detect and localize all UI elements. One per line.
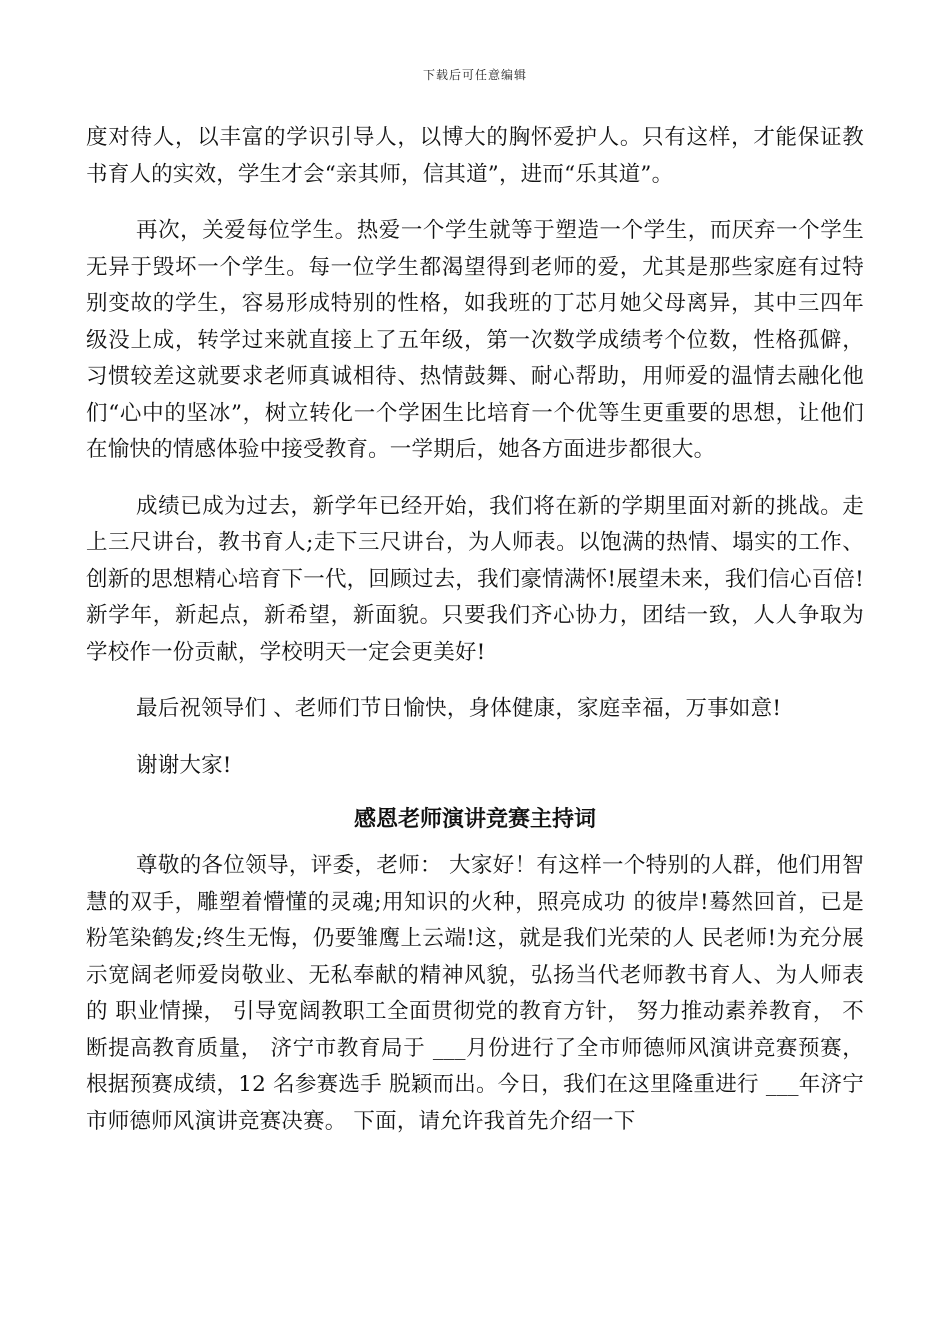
paragraph-new-year: 成绩已成为过去，新学年已经开始，我们将在新的学期里面对新的挑战。走上三尺讲台，教书育人;走下三尺讲台，为人师表。以饱满的热情、塌实的工作、创新的思想精心培育下一代，回顾过去，我们豪情满怀!展望未来，我们信心百倍!新学年，新起点，新希望，新面貌。只要我们齐心协力，团结一致，人人争取为学校作一份贡献，学校明天一定会更美好! — [86, 493, 864, 665]
page-header: 下载后可任意编辑 — [422, 68, 527, 82]
paragraph-care-students: 再次，关爱每位学生。热爱一个学生就等于塑造一个学生，而厌弃一个学生无异于毁坏一个学生。每一位学生都渴望得到老师的爱，尤其是那些家庭有过特别变故的学生，容易形成特别的性格，如我班的丁芯月她父母离异，其中三四年级没上成，转学过来就直接上了五年级，第一次数学成绩考个位数，性格孤僻，习惯较差这就要求老师真诚相待、热情鼓舞、耐心帮助，用师爱的温情去融化他们“心中的坚冰”，树立转化一个学困生比培育一个优等生更重要的思想，让他们在愉快的情感体验中接受教育。一学期后，她各方面进步都很大。 — [86, 218, 864, 462]
paragraph-wishes: 最后祝领导们 、老师们节日愉快，身体健康，家庭幸福，万事如意! — [136, 696, 782, 721]
section-title: 感恩老师演讲竞赛主持词 — [353, 807, 596, 832]
paragraph-host-speech: 尊敬的各位领导，评委，老师： 大家好！有这样一个特别的人群，他们用智慧的双手，雕塑着懵懂的灵魂;用知识的火种，照亮成功 的彼岸!蓦然回首，已是粉笔染鹤发;终生无悔，仍要雏鹰上云端!这，就是我们光荣的人 民老师!为充分展示宽阔老师爱岗敬业、无私奉献的精神风貌，弘扬当代老师教书育人、为人师表的 职业情操， 引导宽阔教职工全面贯彻党的教育方针， 努力推动素养教育， 不断提高教育质量， 济宁市教育局于 ___月份进行了全市师德师风演讲竞赛预赛，根据预赛成绩，12 名参赛选手 脱颖而出。今日，我们在这里隆重进行 ___年济宁市师德师风演讲竞赛决赛。 下面，请允许我首先介绍一下 — [86, 853, 864, 1134]
paragraph-thanks: 谢谢大家! — [136, 752, 232, 778]
paragraph-continuation: 度对待人，以丰富的学识引导人，以博大的胸怀爱护人。只有这样，才能保证教书育人的实效，学生才会“亲其师，信其道”，进而“乐其道”。 — [86, 125, 864, 187]
document-body — [86, 120, 864, 1140]
